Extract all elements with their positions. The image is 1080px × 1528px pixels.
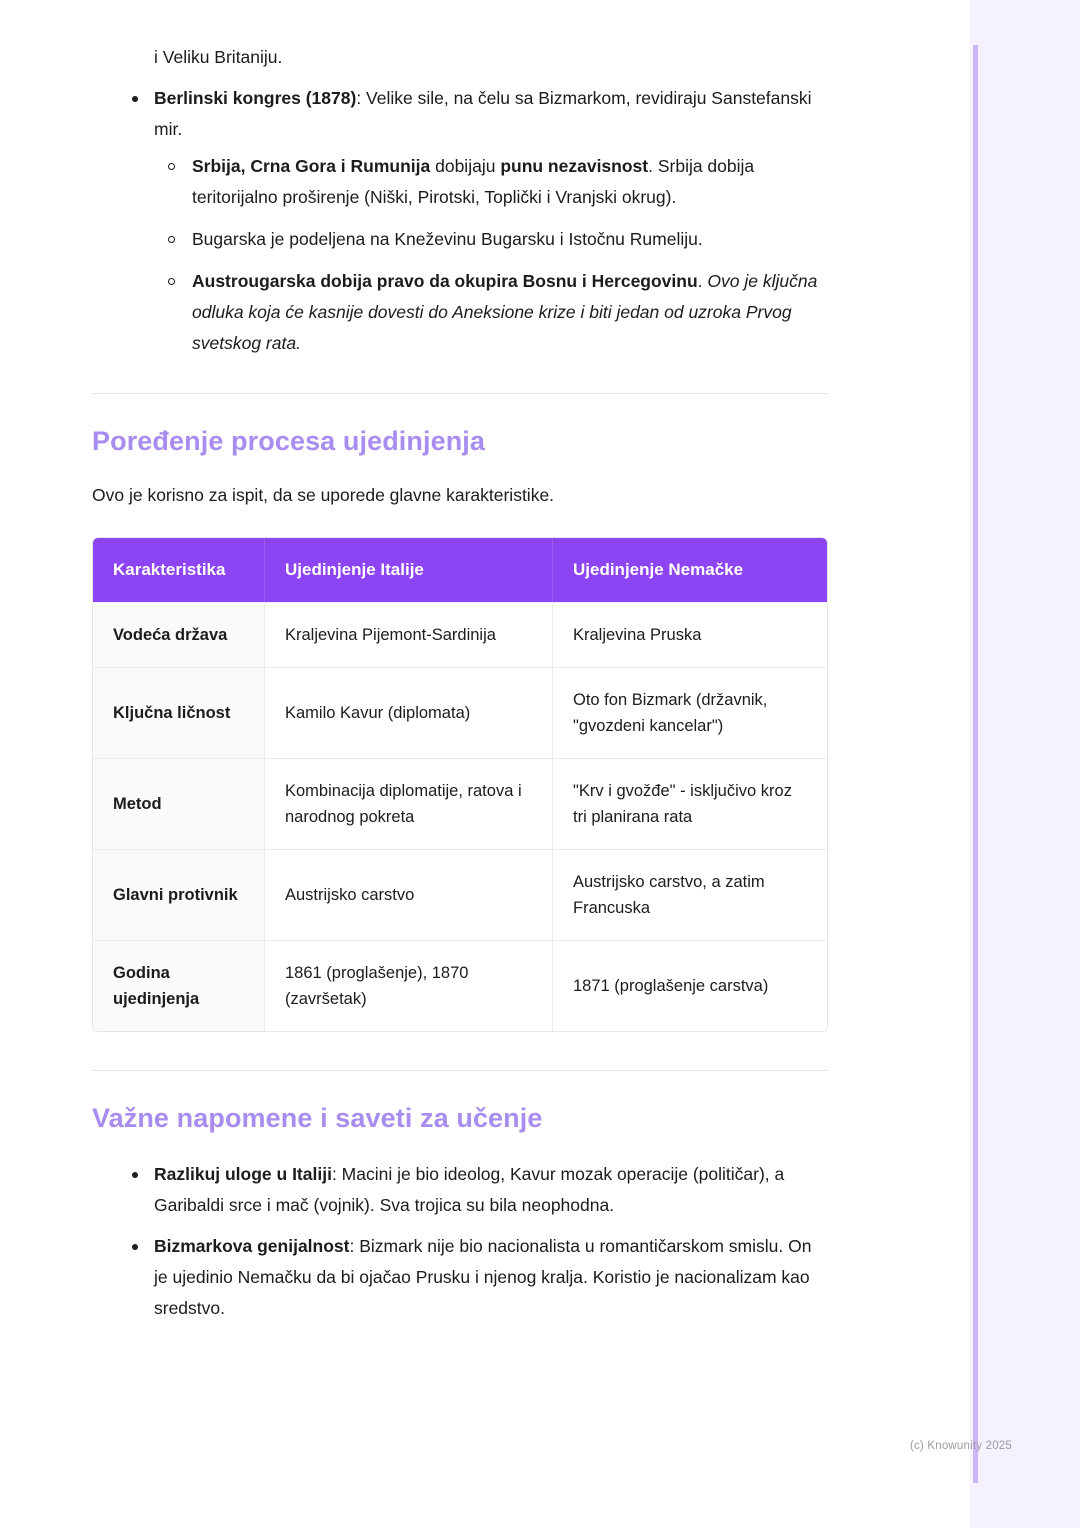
subitem-segment: dobijaju: [435, 156, 501, 176]
table-header-row: [93, 538, 827, 602]
table-row: [93, 602, 827, 667]
list-item: [154, 224, 828, 255]
right-side-accent-bar: [973, 45, 978, 1483]
section-heading-comparison: Poređenje procesa ujedinjenja: [92, 426, 486, 456]
table-cell: Kraljevina Pijemont-Sardinija: [265, 602, 553, 667]
table-row-header: Vodeća država: [93, 602, 265, 667]
table-row: [93, 758, 827, 849]
note-text: : Macini je bio ideolog, Kavur mozak operacije (političar), a Garibaldi srce i mač (vojnik). Sva trojica su bila neophodna.: [154, 1164, 785, 1215]
table-row: [93, 667, 827, 758]
right-side-panel: [970, 0, 1080, 1528]
comparison-table: [92, 537, 828, 1032]
table-row-header: Godina ujedinjenja: [93, 940, 265, 1031]
subitem-segment: . Srbija dobija teritorijalno proširenje (Niški, Pirotski, Toplički i Vranjski okrug).: [192, 156, 755, 207]
bullet-list-top: [92, 83, 828, 359]
table-row: [93, 940, 827, 1031]
section-heading-notes: Važne napomene i saveti za učenje: [92, 1103, 543, 1133]
subitem-segment: Ovo je ključna odluka koja će kasnije dovesti do Aneksione krize i biti jedan od uzroka Prvog svetskog rata.: [192, 271, 818, 353]
bullet-list-notes: [92, 1159, 828, 1324]
subitem-segment: Srbija, Crna Gora i Rumunija: [192, 156, 436, 176]
note-bold-lead: Razlikuj uloge u Italiji: [154, 1164, 332, 1184]
table-header-cell: Ujedinjenje Nemačke: [553, 538, 827, 602]
table-header-cell: Karakteristika: [93, 538, 265, 602]
list-item: [92, 1159, 828, 1221]
list-item: [92, 83, 828, 359]
table-cell: Kombinacija diplomatije, ratova i narodnog pokreta: [265, 758, 553, 849]
table-cell: "Krv i gvožđe" - isključivo kroz tri planirana rata: [553, 758, 827, 849]
table-cell: Austrijsko carstvo, a zatim Francuska: [553, 849, 827, 940]
note-bold-lead: Bizmarkova genijalnost: [154, 1236, 350, 1256]
bullet-text: : Velike sile, na čelu sa Bizmarkom, revidiraju Sanstefanski mir.: [154, 88, 812, 139]
bullet-sublist: [154, 151, 828, 359]
list-item: [154, 266, 828, 359]
subitem-segment: punu nezavisnost: [500, 156, 649, 176]
subitem-segment: .: [697, 271, 708, 291]
copyright-footer: (c) Knowunity 2025: [909, 1440, 1012, 1452]
table-cell: Kamilo Kavur (diplomata): [265, 667, 553, 758]
subitem-segment: Bugarska je podeljena na Kneževinu Bugarsku i Istočnu Rumeliju.: [192, 229, 703, 249]
table-header-cell: Ujedinjenje Italije: [265, 538, 553, 602]
table-cell: 1861 (proglašenje), 1870 (završetak): [265, 940, 553, 1031]
table-cell: Oto fon Bizmark (državnik, "gvozdeni kancelar"): [553, 667, 827, 758]
table-row-header: Metod: [93, 758, 265, 849]
continuation-paragraph: i Veliku Britaniju.: [154, 47, 283, 67]
list-item: [92, 1231, 828, 1324]
note-text: : Bizmark nije bio nacionalista u romantičarskom smislu. On je ujedinio Nemačku da bi ojačao Prusku i njenog kralja. Koristio je nacionalizam kao sredstvo.: [154, 1236, 812, 1318]
section-divider: [92, 393, 828, 394]
subitem-segment: Austrougarska dobija pravo da okupira Bosnu i Hercegovinu: [192, 271, 698, 291]
table-row-header: Ključna ličnost: [93, 667, 265, 758]
list-item: [154, 151, 828, 213]
section-divider: [92, 1070, 828, 1071]
table-cell: Kraljevina Pruska: [553, 602, 827, 667]
table-cell: Austrijsko carstvo: [265, 849, 553, 940]
table-row-header: Glavni protivnik: [93, 849, 265, 940]
bullet-bold-lead: Berlinski kongres (1878): [154, 88, 357, 108]
section-subtitle: Ovo je korisno za ispit, da se uporede glavne karakteristike.: [92, 485, 555, 505]
table-row: [93, 849, 827, 940]
table-cell: 1871 (proglašenje carstva): [553, 940, 827, 1031]
document-content: [92, 42, 828, 1326]
